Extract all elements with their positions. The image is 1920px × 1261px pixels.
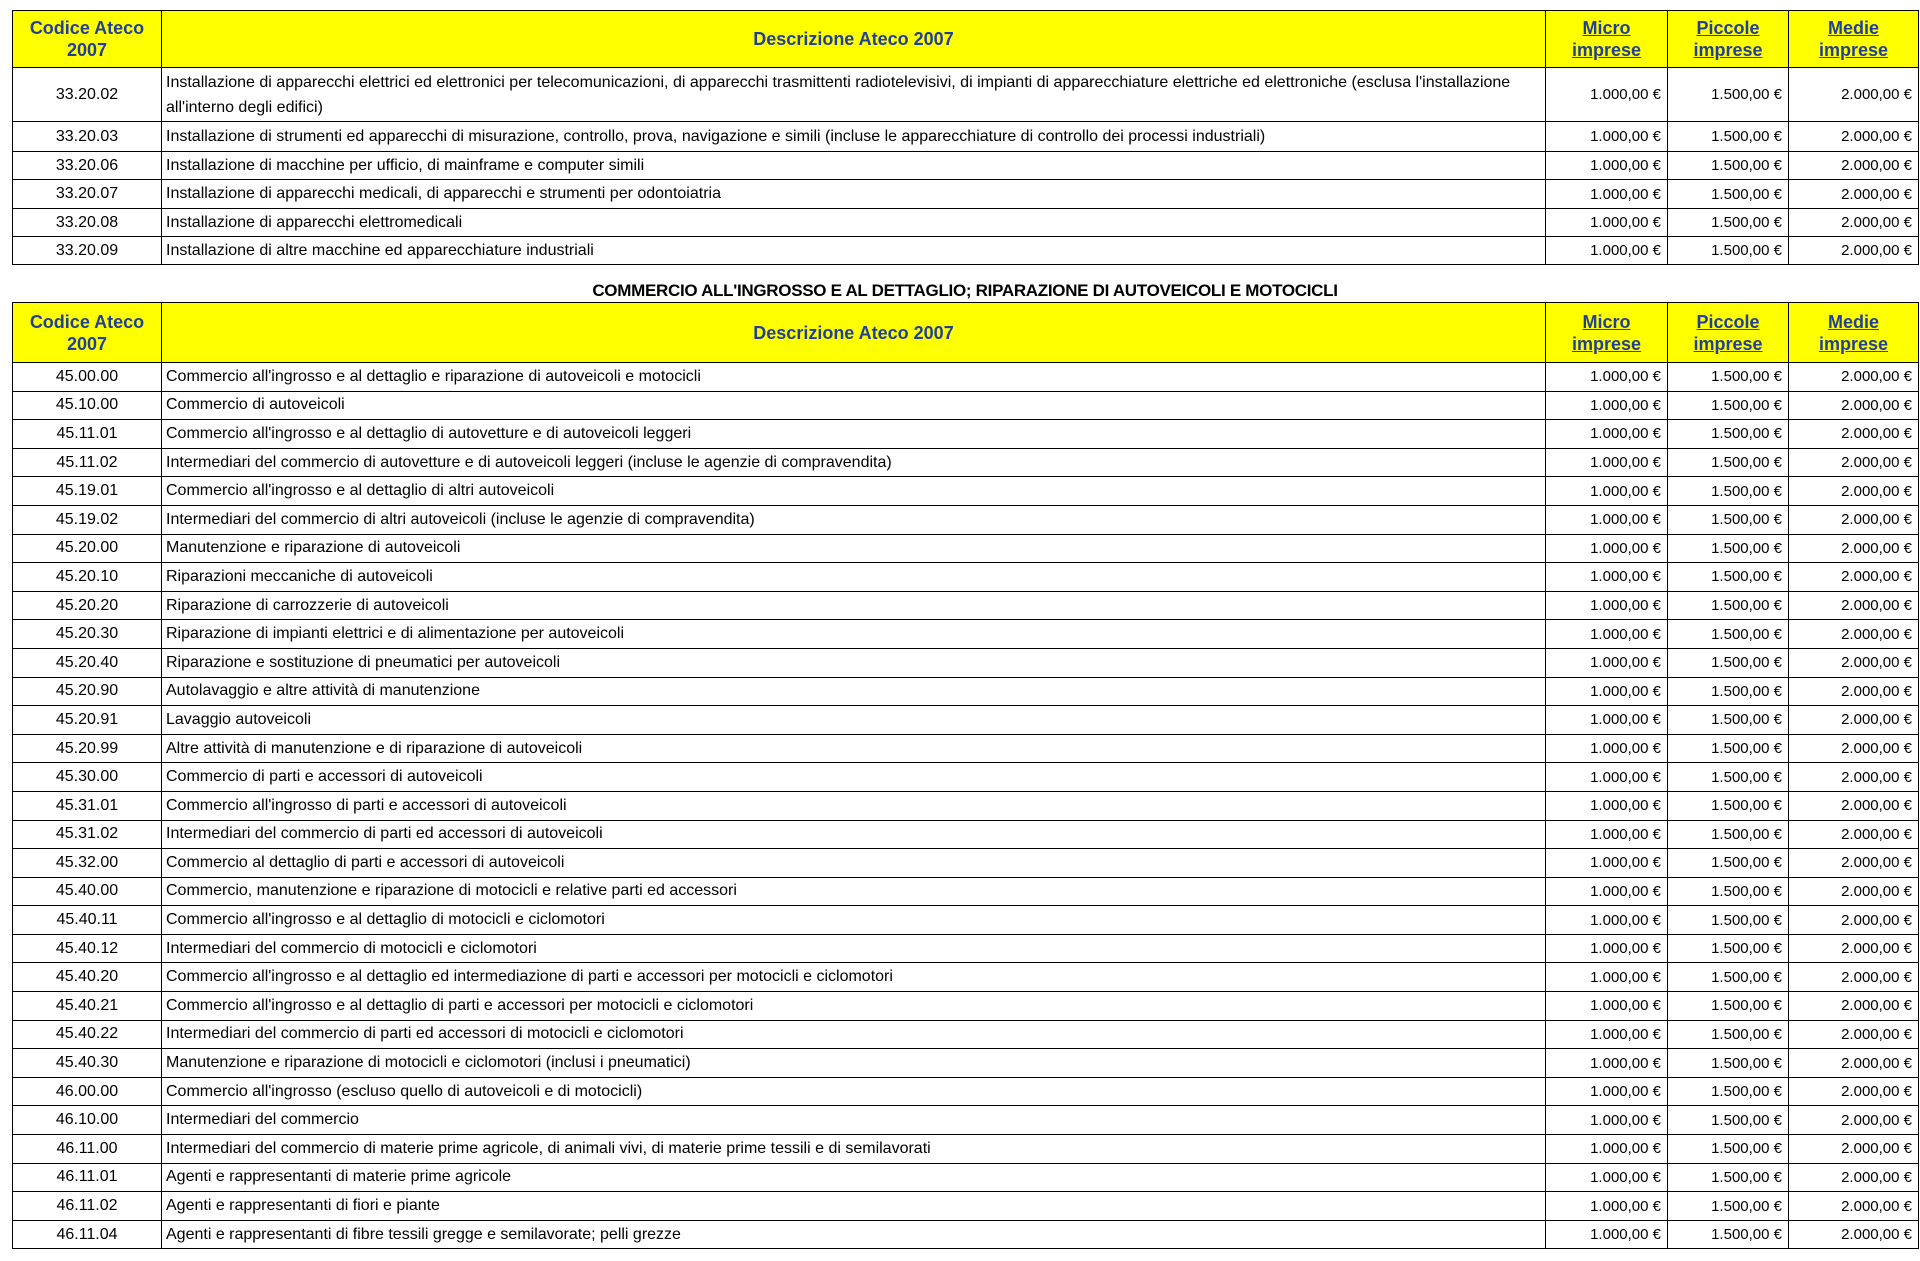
cell-code: 45.11.01 [13,420,162,449]
cell-micro: 1.000,00 € [1546,1192,1668,1221]
header-piccole-imprese [1668,11,1789,68]
cell-medie: 2.000,00 € [1789,534,1919,563]
table-row [13,677,1919,706]
header-piccole-imprese [1668,303,1789,363]
cell-description: Intermediari del commercio di motocicli e ciclomotori [162,934,1546,963]
cell-micro: 1.000,00 € [1546,363,1668,392]
header-medie-imprese [1789,303,1919,363]
cell-medie: 2.000,00 € [1789,122,1919,152]
cell-description: Installazione di apparecchi elettromedicali [162,209,1546,237]
cell-description: Manutenzione e riparazione di autoveicoli [162,534,1546,563]
cell-code: 45.40.20 [13,963,162,992]
cell-code: 45.19.02 [13,505,162,534]
cell-piccole: 1.500,00 € [1668,1077,1789,1106]
header-micro-line2: imprese [1571,40,1642,60]
cell-description: Intermediari del commercio di altri autoveicoli (incluse le agenzie di compravendita) [162,505,1546,534]
cell-code: 45.20.30 [13,620,162,649]
table-row [13,563,1919,592]
cell-code: 46.11.02 [13,1192,162,1221]
header-medie-imprese [1789,11,1919,68]
table-row [13,1135,1919,1164]
cell-medie: 2.000,00 € [1789,505,1919,534]
cell-description: Commercio, manutenzione e riparazione di motocicli e relative parti ed accessori [162,877,1546,906]
cell-micro: 1.000,00 € [1546,820,1668,849]
cell-description: Installazione di apparecchi elettrici ed elettronici per telecomunicazioni, di apparecchi trasmittenti radiotelevisivi, di impianti di apparecchiature elettriche ed elettroniche (esclusa l'installazione all'interno degli edifici) [162,68,1546,122]
cell-code: 45.30.00 [13,763,162,792]
table-row [13,505,1919,534]
table-row [13,963,1919,992]
cell-piccole: 1.500,00 € [1668,180,1789,209]
table-row [13,734,1919,763]
cell-description: Commercio all'ingrosso e al dettaglio di parti e accessori per motocicli e ciclomotori [162,992,1546,1021]
cell-piccole: 1.500,00 € [1668,934,1789,963]
cell-micro: 1.000,00 € [1546,1020,1668,1049]
cell-piccole: 1.500,00 € [1668,420,1789,449]
header-medium-line2: imprese [1818,333,1889,354]
section-title: COMMERCIO ALL'INGROSSO E AL DETTAGLIO; RIPARAZIONE DI AUTOVEICOLI E MOTOCICLI [592,281,1338,300]
cell-code: 45.20.40 [13,648,162,677]
cell-medie: 2.000,00 € [1789,180,1919,209]
cell-micro: 1.000,00 € [1546,963,1668,992]
cell-micro: 1.000,00 € [1546,563,1668,592]
cell-medie: 2.000,00 € [1789,1135,1919,1164]
cell-micro: 1.000,00 € [1546,906,1668,935]
cell-description: Riparazione e sostituzione di pneumatici per autoveicoli [162,648,1546,677]
table-row [13,68,1919,122]
table-row [13,877,1919,906]
table-row [13,420,1919,449]
cell-code: 45.00.00 [13,363,162,392]
header-code-line1: Codice Ateco [29,18,145,38]
cell-description: Agenti e rappresentanti di fibre tessili gregge e semilavorate; pelli grezze [162,1220,1546,1249]
table-row [13,1192,1919,1221]
cell-piccole: 1.500,00 € [1668,363,1789,392]
table-row [13,906,1919,935]
cell-description: Commercio al dettaglio di parti e accessori di autoveicoli [162,849,1546,878]
cell-description: Commercio all'ingrosso e al dettaglio di autovetture e di autoveicoli leggeri [162,420,1546,449]
cell-piccole: 1.500,00 € [1668,1220,1789,1249]
cell-medie: 2.000,00 € [1789,1077,1919,1106]
cell-description: Agenti e rappresentanti di materie prime agricole [162,1163,1546,1192]
cell-code: 46.10.00 [13,1106,162,1135]
cell-description: Commercio all'ingrosso e al dettaglio ed intermediazione di parti e accessori per motocicli e ciclomotori [162,963,1546,992]
cell-description: Commercio all'ingrosso e al dettaglio e riparazione di autoveicoli e motocicli [162,363,1546,392]
cell-piccole: 1.500,00 € [1668,791,1789,820]
cell-micro: 1.000,00 € [1546,591,1668,620]
cell-piccole: 1.500,00 € [1668,992,1789,1021]
table-row [13,820,1919,849]
table-row [13,363,1919,392]
table-row [13,791,1919,820]
cell-medie: 2.000,00 € [1789,677,1919,706]
cell-micro: 1.000,00 € [1546,934,1668,963]
cell-description: Intermediari del commercio di parti ed accessori di motocicli e ciclomotori [162,1020,1546,1049]
header-micro-line2: imprese [1571,333,1642,354]
cell-medie: 2.000,00 € [1789,1049,1919,1078]
cell-micro: 1.000,00 € [1546,877,1668,906]
cell-piccole: 1.500,00 € [1668,648,1789,677]
cell-micro: 1.000,00 € [1546,763,1668,792]
cell-medie: 2.000,00 € [1789,734,1919,763]
cell-description: Agenti e rappresentanti di fiori e piante [162,1192,1546,1221]
header-medium-line1: Medie [1827,18,1879,38]
cell-code: 45.20.91 [13,706,162,735]
cell-medie: 2.000,00 € [1789,963,1919,992]
header-descrizione: Descrizione Ateco 2007 [162,11,1546,68]
cell-code: 45.31.02 [13,820,162,849]
cell-code: 46.11.01 [13,1163,162,1192]
table-row [13,1220,1919,1249]
cell-medie: 2.000,00 € [1789,563,1919,592]
cell-medie: 2.000,00 € [1789,209,1919,237]
cell-micro: 1.000,00 € [1546,391,1668,420]
cell-medie: 2.000,00 € [1789,152,1919,180]
cell-description: Autolavaggio e altre attività di manutenzione [162,677,1546,706]
cell-code: 45.20.00 [13,534,162,563]
cell-medie: 2.000,00 € [1789,648,1919,677]
cell-medie: 2.000,00 € [1789,420,1919,449]
header-codice-ateco [13,303,162,363]
table-row [13,1106,1919,1135]
table-row [13,934,1919,963]
header-codice-ateco [13,11,162,68]
cell-piccole: 1.500,00 € [1668,237,1789,265]
cell-micro: 1.000,00 € [1546,648,1668,677]
cell-code: 45.40.30 [13,1049,162,1078]
table-row [13,1020,1919,1049]
cell-medie: 2.000,00 € [1789,706,1919,735]
cell-medie: 2.000,00 € [1789,877,1919,906]
cell-medie: 2.000,00 € [1789,1163,1919,1192]
header-descrizione: Descrizione Ateco 2007 [162,303,1546,363]
cell-piccole: 1.500,00 € [1668,391,1789,420]
cell-medie: 2.000,00 € [1789,363,1919,392]
cell-piccole: 1.500,00 € [1668,122,1789,152]
cell-micro: 1.000,00 € [1546,122,1668,152]
cell-micro: 1.000,00 € [1546,477,1668,506]
cell-code: 33.20.06 [13,152,162,180]
cell-micro: 1.000,00 € [1546,209,1668,237]
cell-micro: 1.000,00 € [1546,849,1668,878]
header-micro-imprese [1546,11,1668,68]
cell-description: Installazione di macchine per ufficio, di mainframe e computer simili [162,152,1546,180]
cell-piccole: 1.500,00 € [1668,620,1789,649]
table-row [13,122,1919,152]
cell-micro: 1.000,00 € [1546,1163,1668,1192]
cell-micro: 1.000,00 € [1546,68,1668,122]
cell-medie: 2.000,00 € [1789,763,1919,792]
table-row [13,620,1919,649]
cell-description: Commercio all'ingrosso e al dettaglio di motocicli e ciclomotori [162,906,1546,935]
cell-code: 45.20.90 [13,677,162,706]
cell-description: Lavaggio autoveicoli [162,706,1546,735]
cell-piccole: 1.500,00 € [1668,1163,1789,1192]
cell-piccole: 1.500,00 € [1668,68,1789,122]
cell-code: 33.20.08 [13,209,162,237]
cell-micro: 1.000,00 € [1546,180,1668,209]
cell-description: Commercio di autoveicoli [162,391,1546,420]
cell-code: 46.00.00 [13,1077,162,1106]
cell-code: 33.20.03 [13,122,162,152]
cell-piccole: 1.500,00 € [1668,505,1789,534]
cell-piccole: 1.500,00 € [1668,209,1789,237]
table-row [13,477,1919,506]
table-row [13,448,1919,477]
cell-micro: 1.000,00 € [1546,505,1668,534]
cell-medie: 2.000,00 € [1789,906,1919,935]
cell-piccole: 1.500,00 € [1668,1049,1789,1078]
cell-micro: 1.000,00 € [1546,1077,1668,1106]
cell-medie: 2.000,00 € [1789,1192,1919,1221]
cell-medie: 2.000,00 € [1789,1020,1919,1049]
cell-medie: 2.000,00 € [1789,620,1919,649]
cell-micro: 1.000,00 € [1546,237,1668,265]
cell-code: 33.20.02 [13,68,162,122]
cell-code: 45.20.20 [13,591,162,620]
header-medium-line1: Medie [1827,311,1879,332]
cell-micro: 1.000,00 € [1546,1135,1668,1164]
header-code-line2: 2007 [66,333,108,354]
cell-medie: 2.000,00 € [1789,477,1919,506]
cell-code: 45.11.02 [13,448,162,477]
cell-medie: 2.000,00 € [1789,391,1919,420]
cell-description: Manutenzione e riparazione di motocicli e ciclomotori (inclusi i pneumatici) [162,1049,1546,1078]
cell-micro: 1.000,00 € [1546,620,1668,649]
cell-piccole: 1.500,00 € [1668,820,1789,849]
cell-piccole: 1.500,00 € [1668,734,1789,763]
table-row [13,1163,1919,1192]
cell-description: Riparazioni meccaniche di autoveicoli [162,563,1546,592]
header-code-line2: 2007 [66,40,108,60]
cell-code: 46.11.04 [13,1220,162,1249]
cell-description: Installazione di strumenti ed apparecchi di misurazione, controllo, prova, navigazione e simili (incluse le apparecchiature di controllo dei processi industriali) [162,122,1546,152]
cell-piccole: 1.500,00 € [1668,534,1789,563]
cell-medie: 2.000,00 € [1789,820,1919,849]
cell-description: Riparazione di impianti elettrici e di alimentazione per autoveicoli [162,620,1546,649]
header-medium-line2: imprese [1818,40,1889,60]
header-small-line2: imprese [1693,333,1763,354]
cell-micro: 1.000,00 € [1546,1049,1668,1078]
cell-micro: 1.000,00 € [1546,734,1668,763]
cell-code: 45.20.10 [13,563,162,592]
cell-piccole: 1.500,00 € [1668,763,1789,792]
table-row [13,706,1919,735]
cell-piccole: 1.500,00 € [1668,477,1789,506]
header-micro-line1: Micro [1582,18,1631,38]
cell-piccole: 1.500,00 € [1668,448,1789,477]
cell-code: 45.40.11 [13,906,162,935]
cell-piccole: 1.500,00 € [1668,906,1789,935]
table-row [13,849,1919,878]
table-header-row [13,303,1919,363]
cell-medie: 2.000,00 € [1789,934,1919,963]
cell-micro: 1.000,00 € [1546,534,1668,563]
cell-description: Intermediari del commercio di autovetture e di autoveicoli leggeri (incluse le agenzie di compravendita) [162,448,1546,477]
cell-description: Intermediari del commercio di parti ed accessori di autoveicoli [162,820,1546,849]
cell-piccole: 1.500,00 € [1668,591,1789,620]
header-small-line2: imprese [1693,40,1763,60]
table-row [13,209,1919,237]
cell-description: Intermediari del commercio [162,1106,1546,1135]
cell-code: 45.20.99 [13,734,162,763]
cell-description: Intermediari del commercio di materie prime agricole, di animali vivi, di materie prime tessili e di semilavorati [162,1135,1546,1164]
cell-micro: 1.000,00 € [1546,448,1668,477]
cell-piccole: 1.500,00 € [1668,152,1789,180]
table-row [13,591,1919,620]
table-row [13,152,1919,180]
header-code-line1: Codice Ateco [29,311,145,332]
table-row [13,763,1919,792]
cell-code: 46.11.00 [13,1135,162,1164]
cell-piccole: 1.500,00 € [1668,563,1789,592]
cell-piccole: 1.500,00 € [1668,1192,1789,1221]
cell-description: Installazione di apparecchi medicali, di apparecchi e strumenti per odontoiatria [162,180,1546,209]
ateco-table-installazione [12,10,1919,265]
header-small-line1: Piccole [1696,18,1760,38]
table-header-row [13,11,1919,68]
cell-micro: 1.000,00 € [1546,1220,1668,1249]
cell-micro: 1.000,00 € [1546,677,1668,706]
table-row [13,1049,1919,1078]
cell-micro: 1.000,00 € [1546,791,1668,820]
cell-description: Installazione di altre macchine ed apparecchiature industriali [162,237,1546,265]
cell-medie: 2.000,00 € [1789,1220,1919,1249]
cell-code: 45.31.01 [13,791,162,820]
cell-code: 45.32.00 [13,849,162,878]
cell-micro: 1.000,00 € [1546,706,1668,735]
cell-piccole: 1.500,00 € [1668,849,1789,878]
cell-medie: 2.000,00 € [1789,992,1919,1021]
cell-micro: 1.000,00 € [1546,1106,1668,1135]
cell-piccole: 1.500,00 € [1668,1135,1789,1164]
cell-medie: 2.000,00 € [1789,849,1919,878]
cell-medie: 2.000,00 € [1789,448,1919,477]
table-row [13,992,1919,1021]
cell-code: 45.40.21 [13,992,162,1021]
cell-piccole: 1.500,00 € [1668,963,1789,992]
cell-code: 45.40.00 [13,877,162,906]
table-row [13,180,1919,209]
table-row [13,391,1919,420]
cell-description: Commercio all'ingrosso e al dettaglio di altri autoveicoli [162,477,1546,506]
cell-description: Altre attività di manutenzione e di riparazione di autoveicoli [162,734,1546,763]
header-small-line1: Piccole [1696,311,1760,332]
cell-code: 33.20.07 [13,180,162,209]
cell-micro: 1.000,00 € [1546,992,1668,1021]
cell-code: 45.40.12 [13,934,162,963]
cell-piccole: 1.500,00 € [1668,706,1789,735]
cell-piccole: 1.500,00 € [1668,1106,1789,1135]
cell-micro: 1.000,00 € [1546,152,1668,180]
cell-code: 45.10.00 [13,391,162,420]
cell-micro: 1.000,00 € [1546,420,1668,449]
cell-description: Riparazione di carrozzerie di autoveicoli [162,591,1546,620]
cell-description: Commercio all'ingrosso (escluso quello di autoveicoli e di motocicli) [162,1077,1546,1106]
cell-medie: 2.000,00 € [1789,591,1919,620]
table-row [13,237,1919,265]
header-micro-imprese [1546,303,1668,363]
header-micro-line1: Micro [1582,311,1631,332]
cell-medie: 2.000,00 € [1789,237,1919,265]
ateco-table-commercio [12,302,1919,1249]
cell-code: 45.40.22 [13,1020,162,1049]
cell-description: Commercio di parti e accessori di autoveicoli [162,763,1546,792]
cell-medie: 2.000,00 € [1789,791,1919,820]
table-row [13,648,1919,677]
table-row [13,1077,1919,1106]
cell-piccole: 1.500,00 € [1668,877,1789,906]
cell-medie: 2.000,00 € [1789,68,1919,122]
cell-medie: 2.000,00 € [1789,1106,1919,1135]
table-row [13,534,1919,563]
cell-piccole: 1.500,00 € [1668,677,1789,706]
cell-code: 33.20.09 [13,237,162,265]
cell-piccole: 1.500,00 € [1668,1020,1789,1049]
cell-code: 45.19.01 [13,477,162,506]
cell-description: Commercio all'ingrosso di parti e accessori di autoveicoli [162,791,1546,820]
